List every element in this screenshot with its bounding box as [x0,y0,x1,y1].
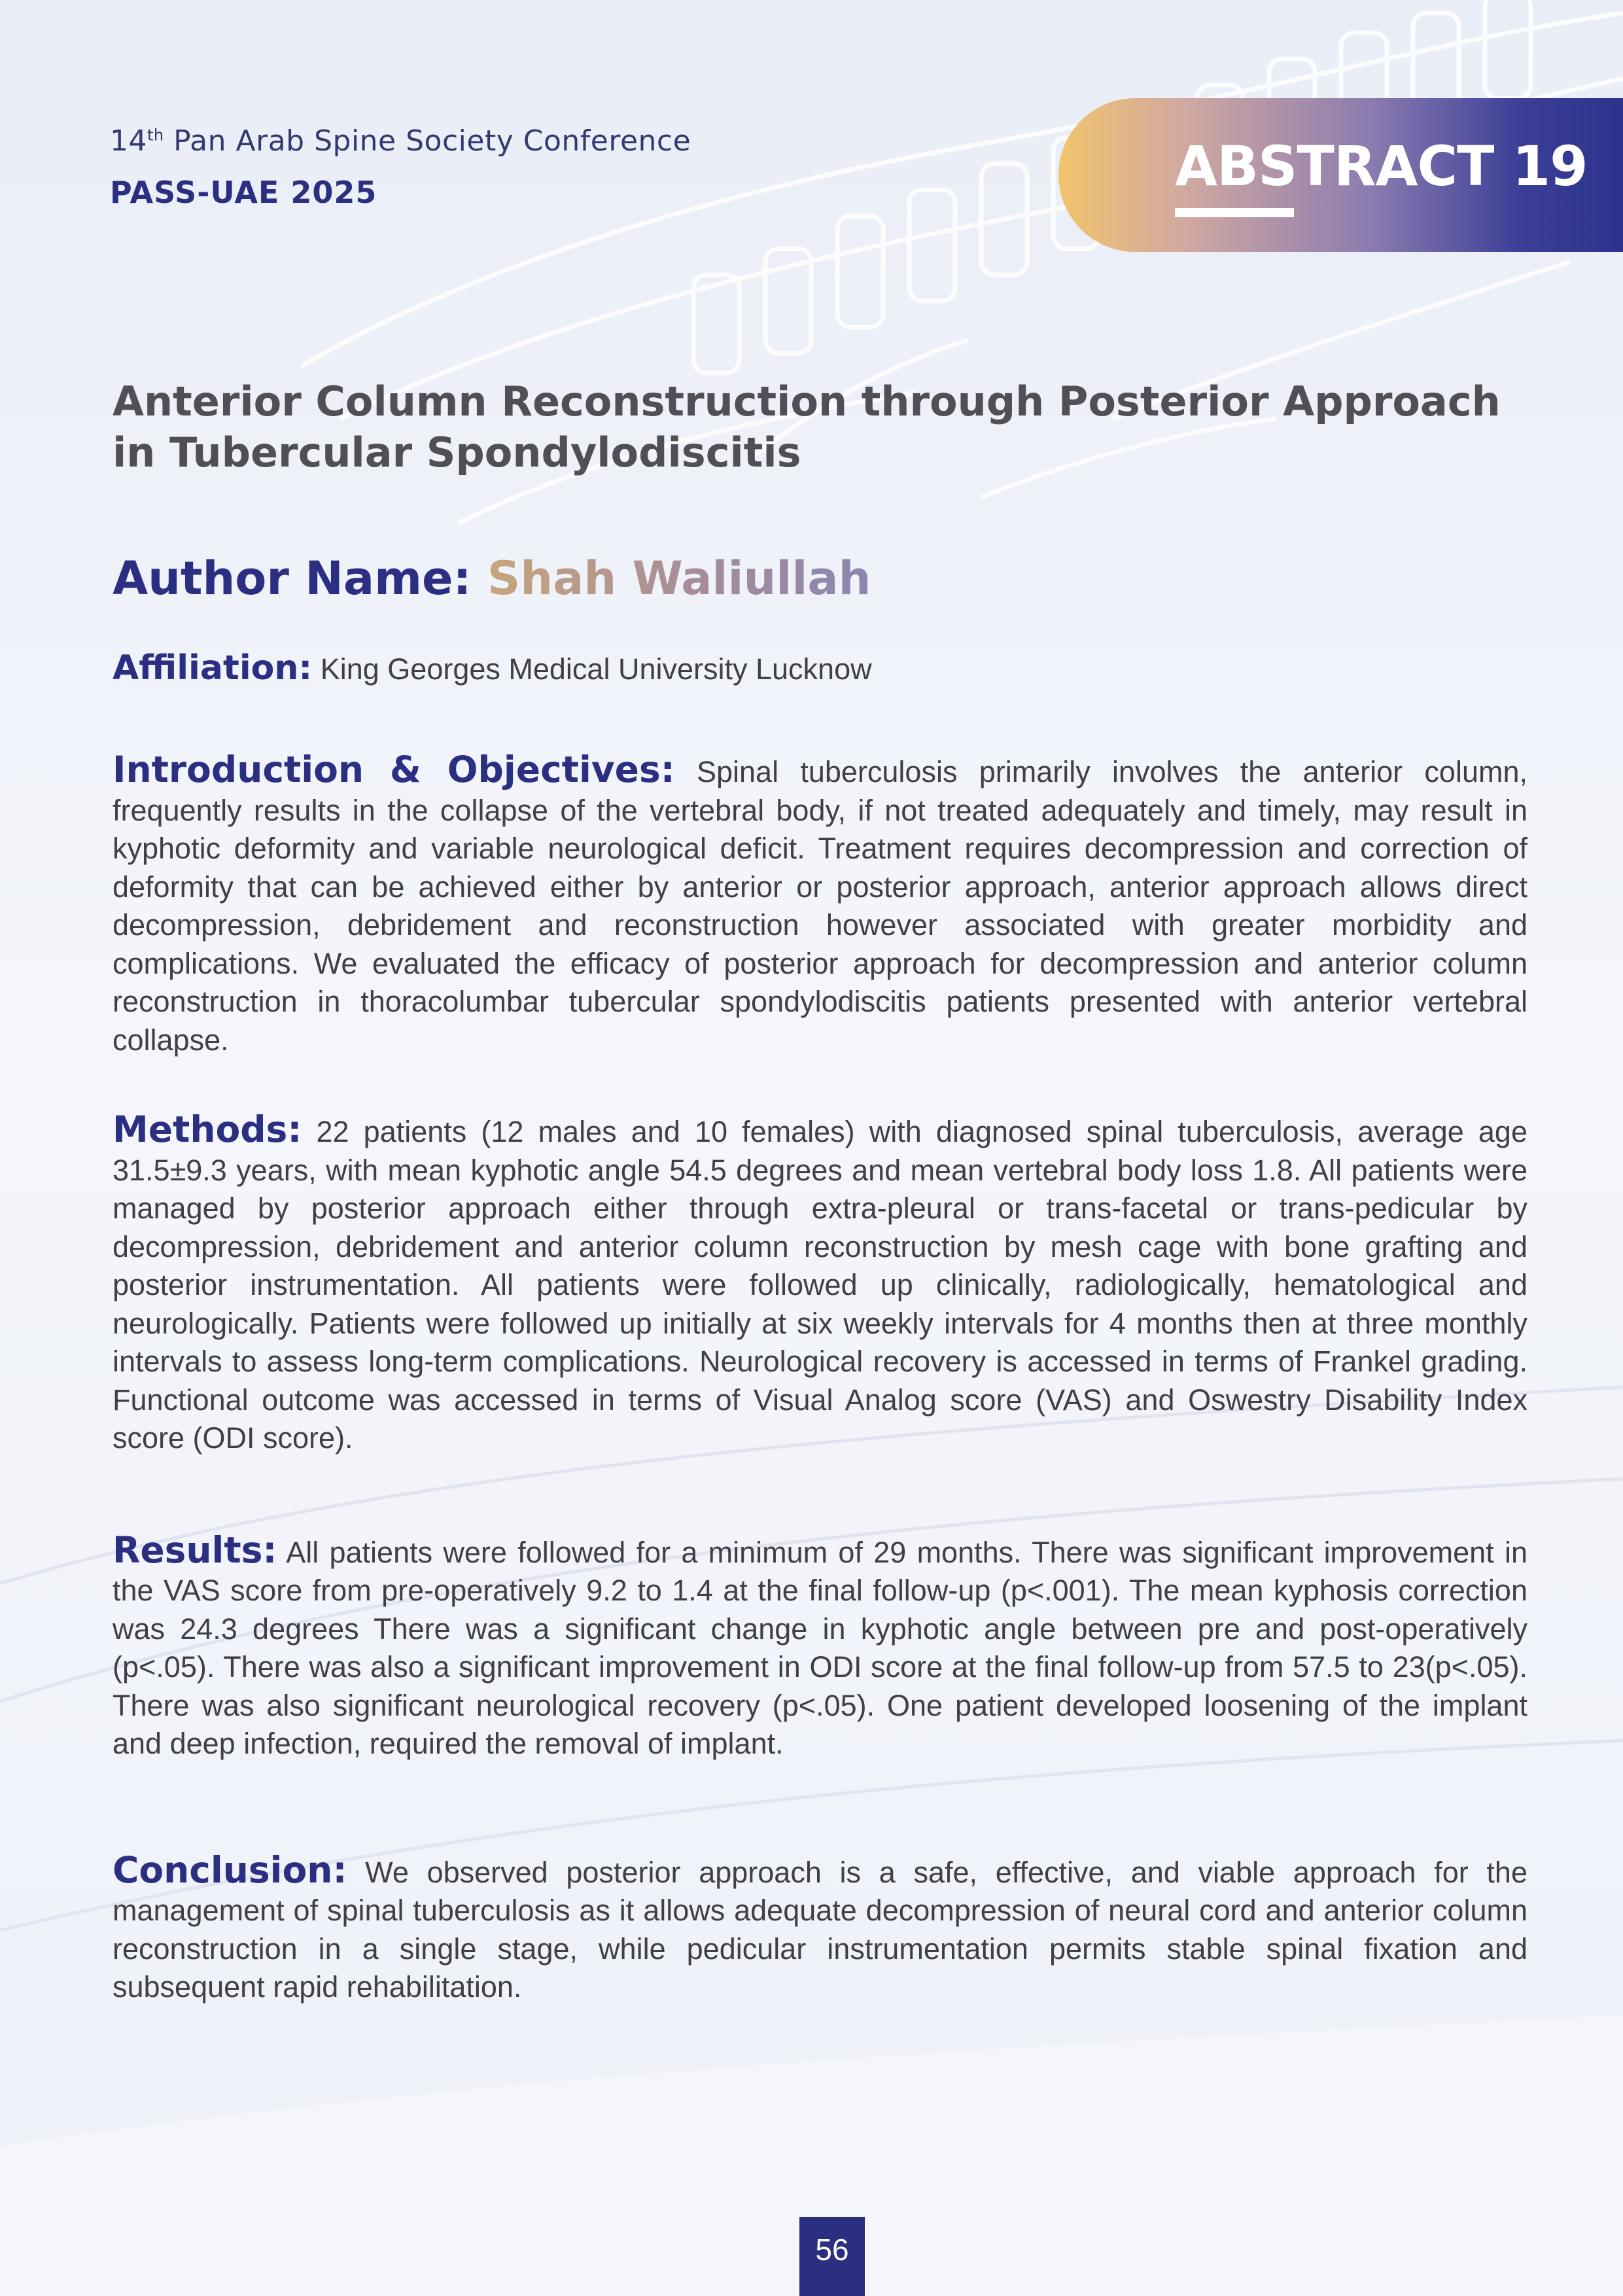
abstract-content [113,376,1527,2007]
author-line [113,552,1527,605]
conference-title [110,124,691,158]
page-number: 56 [799,2217,865,2296]
affiliation-label: Affiliation: [113,648,313,688]
results-text: All patients were followed for a minimum of 29 months. There was significant improvement in the VAS score from pre-operatively 9.2 to 1.4 at the final follow-up (p<.001). The mean kyphosis correction was 24.3 degrees There was a significant change in kyphotic angle between pre and post-operatively (p<.05). There was also a significant improvement in ODI score at the final follow-up from 57.5 to 23(p<.05). There was also significant neurological recovery (p<.05). One patient developed loosening of the implant and deep infection, required the removal of implant. [113,1535,1527,1760]
abstract-title: Anterior Column Reconstruction through Posterior Approach in Tubercular Spondylodiscitis [113,378,1501,476]
conference-number: 14 [110,124,147,158]
conference-name: Pan Arab Spine Society Conference [173,124,691,158]
abstract-badge-underline [1175,208,1294,217]
conclusion-text: We observed posterior approach is a safe, effective, and viable approach for the management of spinal tuberculosis as it allows adequate decompression of neural cord and anterior column reconstruction in a single stage, while pedicular instrumentation permits stable spinal fixation and subsequent rapid rehabilitation. [113,1855,1527,2004]
author-name: Shah Waliullah [487,552,871,605]
introduction-section [113,751,1527,1059]
results-section [113,1528,1527,1763]
methods-label: Methods: [113,1108,302,1150]
methods-section [113,1110,1527,1458]
conclusion-section [113,1848,1527,2007]
conclusion-label: Conclusion: [113,1848,347,1891]
conference-header [110,124,691,210]
introduction-label: Introduction & Objectives: [113,749,675,790]
introduction-text: Spinal tuberculosis primarily involves the anterior column, frequently results in the collapse of the vertebral body, if not treated adequately and timely, may result in kyphotic deformity and variable neurological deficit. Treatment requires decompression and correction of deformity that can be achieved either by anterior or posterior approach, anterior approach allows direct decompression, debridement and reconstruction however associated with greater morbidity and complications. We evaluated the efficacy of posterior approach for decompression and anterior column reconstruction in thoracolumbar tubercular spondylodiscitis patients presented with anterior vertebral collapse. [113,755,1527,1057]
affiliation-line [113,648,1527,688]
abstract-badge [1058,98,1623,252]
affiliation-value: King Georges Medical University Lucknow [320,652,872,686]
abstract-badge-label: ABSTRACT 19 [1175,134,1588,198]
methods-text: 22 patients (12 males and 10 females) with diagnosed spinal tuberculosis, average age 31.5±9.3 years, with mean kyphotic angle 54.5 degrees and mean vertebral body loss 1.8. All patients were managed by posterior approach either through extra-pleural or trans-facetal or trans-pedicular by decompression, debridement and anterior column reconstruction by mesh cage with bone grafting and posterior instrumentation. All patients were followed up clinically, radiologically, hematological and neurologically. Patients were followed up initially at six weekly intervals for 4 months then at three monthly intervals to assess long-term complications. Neurological recovery is accessed in terms of Frankel grading. Functional outcome was accessed in terms of Visual Analog score (VAS) and Oswestry Disability Index score (ODI score). [113,1115,1527,1455]
results-label: Results: [113,1528,277,1571]
conference-ordinal-suffix: th [147,126,164,145]
author-label: Author Name: [113,552,472,605]
conference-edition: PASS-UAE 2025 [110,175,377,210]
